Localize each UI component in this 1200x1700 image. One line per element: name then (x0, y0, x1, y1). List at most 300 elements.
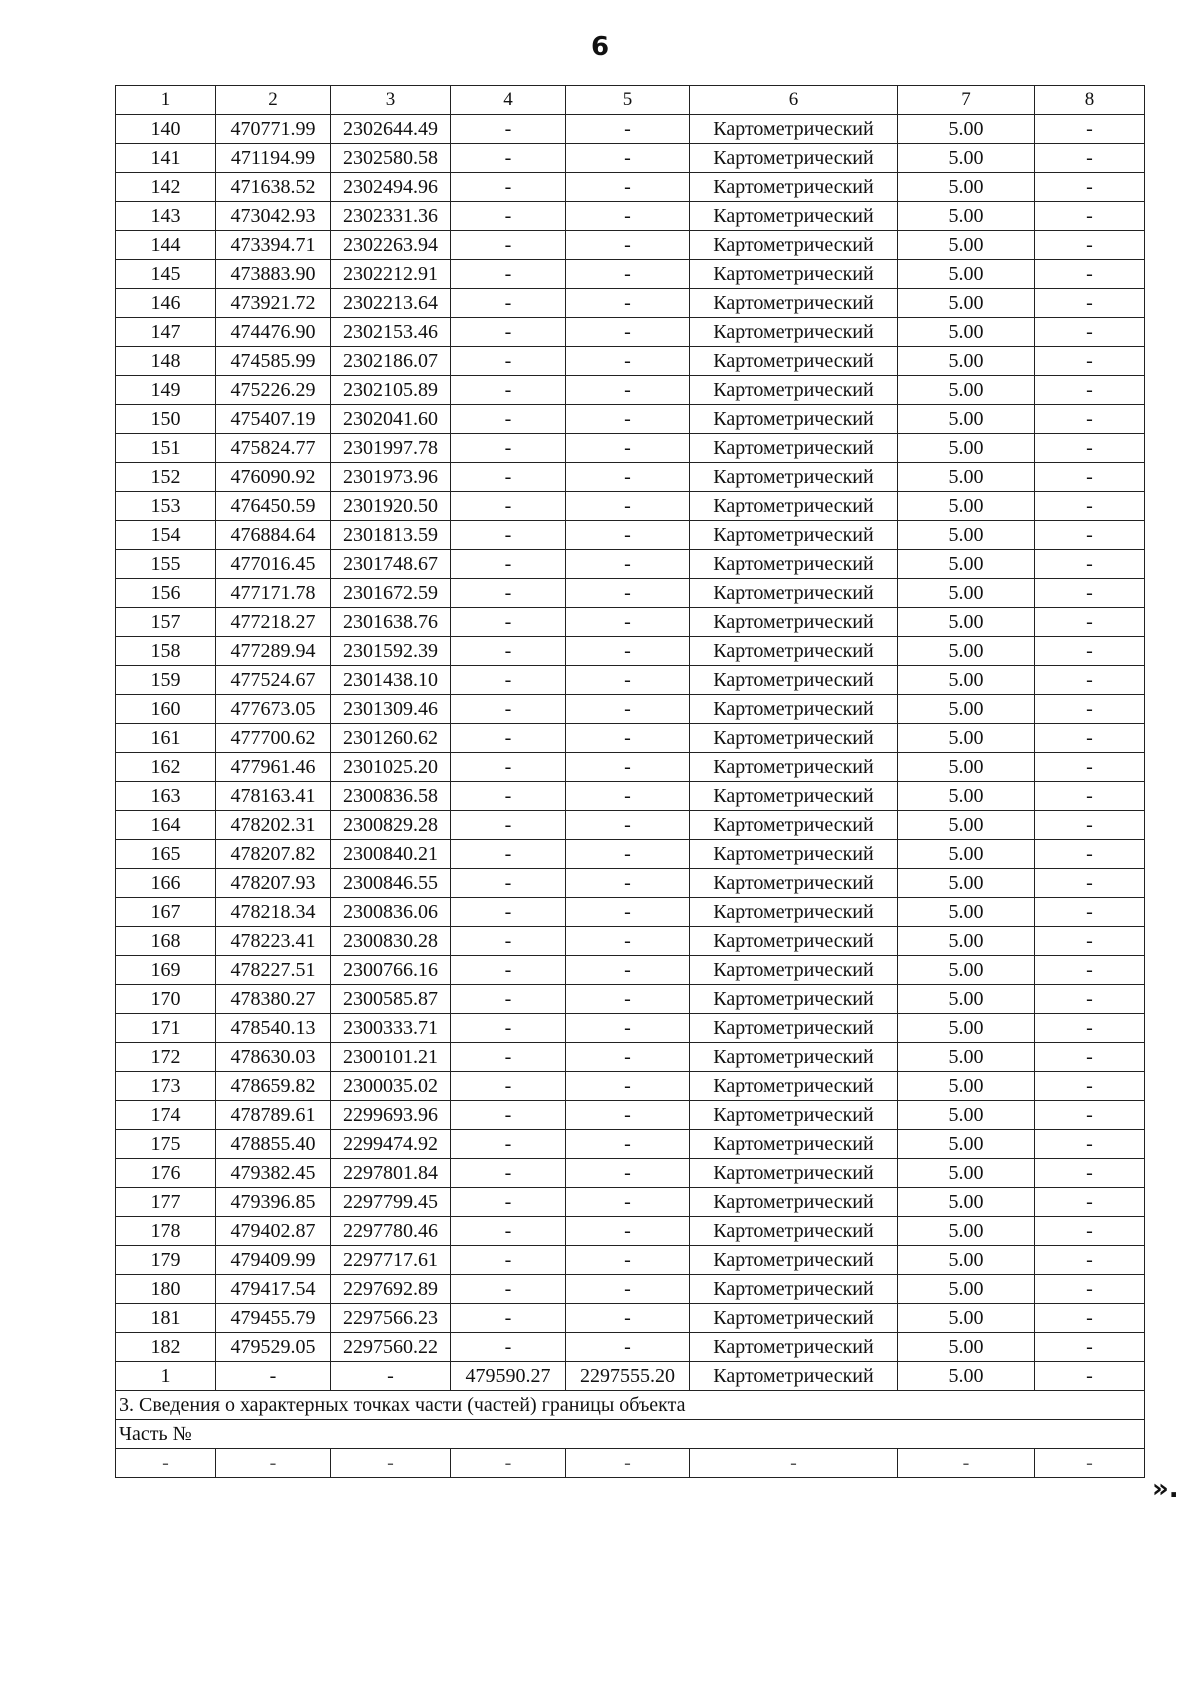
cell-x-new-coordinate: 479590.27 (451, 1362, 566, 1391)
cell-y-coordinate: 2301813.59 (331, 521, 451, 550)
cell-y-coordinate: 2302263.94 (331, 231, 451, 260)
cell-point-number: 155 (116, 550, 216, 579)
cell-method: Картометрический (690, 956, 898, 985)
cell-y-coordinate: 2301592.39 (331, 637, 451, 666)
cell-y-coordinate: 2300101.21 (331, 1043, 451, 1072)
cell-point-number: 140 (116, 115, 216, 144)
cell-x-coordinate: 477218.27 (216, 608, 331, 637)
cell-x-new-coordinate: - (451, 289, 566, 318)
cell-description: - (1035, 1217, 1145, 1246)
table-row (116, 434, 1145, 463)
table-row (116, 1072, 1145, 1101)
table-row (116, 695, 1145, 724)
cell-point-number: 150 (116, 405, 216, 434)
cell-method: Картометрический (690, 1101, 898, 1130)
cell-point-number: 154 (116, 521, 216, 550)
cell-point-number: 152 (116, 463, 216, 492)
table-row (116, 1304, 1145, 1333)
cell-x-coordinate: 479409.99 (216, 1246, 331, 1275)
table-row (116, 1159, 1145, 1188)
cell-accuracy: 5.00 (898, 550, 1035, 579)
section-title-row (116, 1391, 1145, 1420)
cell-x-new-coordinate: - (451, 869, 566, 898)
cell-description: - (1035, 666, 1145, 695)
cell-x-coordinate: - (216, 1449, 331, 1478)
cell-method: Картометрический (690, 231, 898, 260)
cell-accuracy: 5.00 (898, 724, 1035, 753)
cell-description: - (1035, 724, 1145, 753)
cell-accuracy: 5.00 (898, 347, 1035, 376)
page-number: 6 (590, 32, 610, 62)
cell-x-coordinate: 478855.40 (216, 1130, 331, 1159)
cell-y-coordinate: 2302186.07 (331, 347, 451, 376)
cell-point-number: 166 (116, 869, 216, 898)
table-row (116, 666, 1145, 695)
cell-point-number: 170 (116, 985, 216, 1014)
cell-point-number: 142 (116, 173, 216, 202)
cell-y-coordinate: 2297801.84 (331, 1159, 451, 1188)
cell-y-new-coordinate: - (566, 318, 690, 347)
table-row (116, 1014, 1145, 1043)
cell-method: Картометрический (690, 492, 898, 521)
cell-y-coordinate: 2302212.91 (331, 260, 451, 289)
cell-x-coordinate: 479455.79 (216, 1304, 331, 1333)
cell-point-number: 168 (116, 927, 216, 956)
cell-y-new-coordinate: - (566, 1014, 690, 1043)
cell-y-new-coordinate: - (566, 724, 690, 753)
cell-point-number: 146 (116, 289, 216, 318)
cell-x-coordinate: 471194.99 (216, 144, 331, 173)
cell-method: Картометрический (690, 521, 898, 550)
cell-x-coordinate: 479417.54 (216, 1275, 331, 1304)
cell-point-number: 176 (116, 1159, 216, 1188)
cell-accuracy: 5.00 (898, 405, 1035, 434)
cell-point-number: 1 (116, 1362, 216, 1391)
cell-description: - (1035, 347, 1145, 376)
cell-y-new-coordinate: - (566, 579, 690, 608)
cell-point-number: 141 (116, 144, 216, 173)
cell-description: 8 (1035, 86, 1145, 115)
cell-y-coordinate: 2301638.76 (331, 608, 451, 637)
cell-x-new-coordinate: - (451, 579, 566, 608)
cell-accuracy: 5.00 (898, 289, 1035, 318)
cell-description: - (1035, 782, 1145, 811)
cell-accuracy: 5.00 (898, 260, 1035, 289)
cell-y-new-coordinate: - (566, 956, 690, 985)
cell-x-coordinate: 477289.94 (216, 637, 331, 666)
cell-method: Картометрический (690, 724, 898, 753)
cell-y-coordinate: 2300766.16 (331, 956, 451, 985)
cell-x-coordinate: 473883.90 (216, 260, 331, 289)
cell-accuracy: 5.00 (898, 666, 1035, 695)
cell-x-coordinate: 473394.71 (216, 231, 331, 260)
cell-accuracy: 5.00 (898, 1188, 1035, 1217)
cell-x-new-coordinate: - (451, 463, 566, 492)
cell-method: Картометрический (690, 840, 898, 869)
cell-x-new-coordinate: - (451, 202, 566, 231)
cell-accuracy: 5.00 (898, 376, 1035, 405)
cell-point-number: 180 (116, 1275, 216, 1304)
cell-x-coordinate: 476090.92 (216, 463, 331, 492)
cell-y-new-coordinate: - (566, 1043, 690, 1072)
cell-x-new-coordinate: - (451, 898, 566, 927)
cell-x-coordinate: 478207.93 (216, 869, 331, 898)
cell-point-number: 171 (116, 1014, 216, 1043)
table-row (116, 927, 1145, 956)
cell-accuracy: 5.00 (898, 1304, 1035, 1333)
cell-point-number: 165 (116, 840, 216, 869)
table-row (116, 492, 1145, 521)
cell-y-new-coordinate: - (566, 1072, 690, 1101)
cell-point-number: 151 (116, 434, 216, 463)
cell-method: Картометрический (690, 289, 898, 318)
cell-description: - (1035, 405, 1145, 434)
table-row (116, 173, 1145, 202)
cell-y-coordinate: 2300836.06 (331, 898, 451, 927)
cell-y-coordinate: 2301920.50 (331, 492, 451, 521)
cell-description: - (1035, 869, 1145, 898)
cell-x-new-coordinate: - (451, 666, 566, 695)
cell-method: Картометрический (690, 115, 898, 144)
table-row (116, 1043, 1145, 1072)
table-row (116, 202, 1145, 231)
cell-y-coordinate: 2300829.28 (331, 811, 451, 840)
cell-x-coordinate: 477673.05 (216, 695, 331, 724)
cell-y-coordinate: 2301309.46 (331, 695, 451, 724)
table-row (116, 898, 1145, 927)
table-row (116, 260, 1145, 289)
table-row (116, 1246, 1145, 1275)
cell-y-coordinate: 2302213.64 (331, 289, 451, 318)
cell-method: Картометрический (690, 1014, 898, 1043)
cell-x-coordinate: 477700.62 (216, 724, 331, 753)
cell-x-new-coordinate: - (451, 521, 566, 550)
cell-y-new-coordinate: - (566, 1304, 690, 1333)
cell-method: Картометрический (690, 463, 898, 492)
cell-y-coordinate: 2301025.20 (331, 753, 451, 782)
table-row (116, 1275, 1145, 1304)
cell-method: Картометрический (690, 695, 898, 724)
cell-y-coordinate: 2302153.46 (331, 318, 451, 347)
cell-description: - (1035, 1304, 1145, 1333)
cell-x-coordinate: 470771.99 (216, 115, 331, 144)
cell-description: - (1035, 318, 1145, 347)
cell-accuracy: 7 (898, 86, 1035, 115)
cell-x-coordinate: 474476.90 (216, 318, 331, 347)
cell-method: Картометрический (690, 608, 898, 637)
cell-description: - (1035, 1130, 1145, 1159)
table-row (116, 608, 1145, 637)
cell-method: 6 (690, 86, 898, 115)
cell-y-coordinate: - (331, 1449, 451, 1478)
cell-y-coordinate: 2300333.71 (331, 1014, 451, 1043)
cell-y-coordinate: 2297692.89 (331, 1275, 451, 1304)
cell-y-coordinate: 2300830.28 (331, 927, 451, 956)
cell-y-coordinate: 2297560.22 (331, 1333, 451, 1362)
cell-description: - (1035, 1072, 1145, 1101)
cell-x-new-coordinate: - (451, 1188, 566, 1217)
cell-x-new-coordinate: - (451, 550, 566, 579)
cell-y-new-coordinate: - (566, 1246, 690, 1275)
cell-point-number: 173 (116, 1072, 216, 1101)
table-row (116, 550, 1145, 579)
cell-description: - (1035, 463, 1145, 492)
boundary-points-table (115, 85, 1145, 1478)
cell-point-number: 162 (116, 753, 216, 782)
cell-description: - (1035, 144, 1145, 173)
cell-accuracy: 5.00 (898, 144, 1035, 173)
cell-point-number: 163 (116, 782, 216, 811)
section-title: 3. Сведения о характерных точках части (частей) границы объекта (116, 1391, 1145, 1420)
cell-y-new-coordinate: - (566, 202, 690, 231)
cell-y-coordinate: 2299474.92 (331, 1130, 451, 1159)
cell-description: - (1035, 173, 1145, 202)
cell-description: - (1035, 115, 1145, 144)
cell-x-coordinate: 479529.05 (216, 1333, 331, 1362)
table-row (116, 405, 1145, 434)
cell-y-new-coordinate: - (566, 811, 690, 840)
cell-description: - (1035, 608, 1145, 637)
cell-description: - (1035, 550, 1145, 579)
cell-accuracy: 5.00 (898, 492, 1035, 521)
cell-method: Картометрический (690, 1217, 898, 1246)
cell-description: - (1035, 695, 1145, 724)
cell-method: Картометрический (690, 405, 898, 434)
cell-description: - (1035, 811, 1145, 840)
cell-x-coordinate: 478227.51 (216, 956, 331, 985)
table-row (116, 463, 1145, 492)
cell-x-coordinate: 2 (216, 86, 331, 115)
cell-x-coordinate: 478380.27 (216, 985, 331, 1014)
table-body (116, 86, 1145, 1478)
cell-x-new-coordinate: - (451, 724, 566, 753)
cell-description: - (1035, 1246, 1145, 1275)
cell-x-coordinate: 473042.93 (216, 202, 331, 231)
cell-x-new-coordinate: - (451, 376, 566, 405)
cell-accuracy: 5.00 (898, 1101, 1035, 1130)
cell-x-new-coordinate: - (451, 231, 566, 260)
cell-y-new-coordinate: - (566, 927, 690, 956)
cell-x-coordinate: 474585.99 (216, 347, 331, 376)
cell-x-new-coordinate: - (451, 1043, 566, 1072)
part-label: Часть № (116, 1420, 1145, 1449)
cell-y-coordinate: 2300585.87 (331, 985, 451, 1014)
cell-y-new-coordinate: - (566, 1130, 690, 1159)
cell-x-new-coordinate: - (451, 956, 566, 985)
cell-accuracy: 5.00 (898, 1072, 1035, 1101)
cell-accuracy: 5.00 (898, 1275, 1035, 1304)
cell-y-coordinate: 2297566.23 (331, 1304, 451, 1333)
cell-y-coordinate: 2302041.60 (331, 405, 451, 434)
cell-x-coordinate: 475824.77 (216, 434, 331, 463)
cell-x-new-coordinate: - (451, 434, 566, 463)
cell-description: - (1035, 898, 1145, 927)
cell-description: - (1035, 1333, 1145, 1362)
cell-x-new-coordinate: - (451, 1159, 566, 1188)
cell-accuracy: 5.00 (898, 1333, 1035, 1362)
cell-x-coordinate: 476450.59 (216, 492, 331, 521)
cell-y-new-coordinate: - (566, 869, 690, 898)
cell-x-new-coordinate: - (451, 1246, 566, 1275)
cell-method: Картометрический (690, 666, 898, 695)
cell-x-new-coordinate: - (451, 115, 566, 144)
cell-y-new-coordinate: - (566, 637, 690, 666)
cell-method: Картометрический (690, 1246, 898, 1275)
cell-x-new-coordinate: - (451, 1333, 566, 1362)
cell-y-coordinate: 2299693.96 (331, 1101, 451, 1130)
cell-x-new-coordinate: - (451, 1275, 566, 1304)
cell-description: - (1035, 637, 1145, 666)
table-row (116, 231, 1145, 260)
cell-description: - (1035, 1362, 1145, 1391)
cell-point-number: 160 (116, 695, 216, 724)
cell-method: Картометрический (690, 347, 898, 376)
cell-description: - (1035, 231, 1145, 260)
cell-x-coordinate: 476884.64 (216, 521, 331, 550)
cell-y-coordinate: 3 (331, 86, 451, 115)
cell-point-number: 182 (116, 1333, 216, 1362)
cell-x-new-coordinate: - (451, 985, 566, 1014)
cell-x-new-coordinate: - (451, 492, 566, 521)
cell-x-new-coordinate: 4 (451, 86, 566, 115)
cell-y-coordinate: 2302331.36 (331, 202, 451, 231)
table-row (116, 1130, 1145, 1159)
cell-point-number: 153 (116, 492, 216, 521)
cell-accuracy: 5.00 (898, 927, 1035, 956)
cell-x-coordinate: 478630.03 (216, 1043, 331, 1072)
cell-y-new-coordinate: - (566, 898, 690, 927)
table-row (116, 289, 1145, 318)
cell-accuracy: 5.00 (898, 115, 1035, 144)
table-row (116, 1188, 1145, 1217)
cell-description: - (1035, 1014, 1145, 1043)
cell-y-new-coordinate: - (566, 1449, 690, 1478)
cell-y-coordinate: - (331, 1362, 451, 1391)
cell-accuracy: 5.00 (898, 637, 1035, 666)
cell-y-coordinate: 2300846.55 (331, 869, 451, 898)
table-row (116, 1362, 1145, 1391)
cell-y-coordinate: 2297799.45 (331, 1188, 451, 1217)
table-row (116, 840, 1145, 869)
cell-point-number: 181 (116, 1304, 216, 1333)
cell-x-new-coordinate: - (451, 1217, 566, 1246)
cell-method: Картометрический (690, 1362, 898, 1391)
cell-x-coordinate: 478202.31 (216, 811, 331, 840)
table-header-row (116, 86, 1145, 115)
cell-y-new-coordinate: 2297555.20 (566, 1362, 690, 1391)
cell-y-new-coordinate: - (566, 260, 690, 289)
table-row (116, 869, 1145, 898)
cell-method: Картометрический (690, 173, 898, 202)
part-label-row (116, 1420, 1145, 1449)
cell-x-new-coordinate: - (451, 318, 566, 347)
cell-x-new-coordinate: - (451, 1014, 566, 1043)
cell-y-coordinate: 2301997.78 (331, 434, 451, 463)
cell-y-new-coordinate: - (566, 144, 690, 173)
cell-point-number: 164 (116, 811, 216, 840)
cell-accuracy: 5.00 (898, 608, 1035, 637)
cell-y-coordinate: 2300035.02 (331, 1072, 451, 1101)
cell-point-number: 167 (116, 898, 216, 927)
cell-x-coordinate: 477524.67 (216, 666, 331, 695)
cell-method: - (690, 1449, 898, 1478)
cell-x-coordinate: 478789.61 (216, 1101, 331, 1130)
cell-y-new-coordinate: - (566, 840, 690, 869)
cell-y-new-coordinate: - (566, 985, 690, 1014)
cell-method: Картометрический (690, 260, 898, 289)
cell-accuracy: 5.00 (898, 898, 1035, 927)
cell-point-number: 1 (116, 86, 216, 115)
cell-point-number: 147 (116, 318, 216, 347)
cell-accuracy: 5.00 (898, 695, 1035, 724)
cell-method: Картометрический (690, 869, 898, 898)
table-row (116, 985, 1145, 1014)
cell-y-coordinate: 2302494.96 (331, 173, 451, 202)
cell-point-number: 179 (116, 1246, 216, 1275)
cell-method: Картометрический (690, 1304, 898, 1333)
cell-accuracy: 5.00 (898, 1362, 1035, 1391)
cell-x-new-coordinate: - (451, 1304, 566, 1333)
cell-accuracy: 5.00 (898, 173, 1035, 202)
cell-y-coordinate: 2302105.89 (331, 376, 451, 405)
cell-y-new-coordinate: - (566, 463, 690, 492)
cell-accuracy: 5.00 (898, 231, 1035, 260)
cell-y-coordinate: 2301260.62 (331, 724, 451, 753)
cell-point-number: 174 (116, 1101, 216, 1130)
cell-description: - (1035, 1188, 1145, 1217)
cell-y-new-coordinate: - (566, 753, 690, 782)
cell-y-new-coordinate: - (566, 550, 690, 579)
cell-accuracy: 5.00 (898, 1217, 1035, 1246)
cell-x-coordinate: 479402.87 (216, 1217, 331, 1246)
cell-y-coordinate: 2301973.96 (331, 463, 451, 492)
cell-y-new-coordinate: 5 (566, 86, 690, 115)
cell-point-number: 175 (116, 1130, 216, 1159)
cell-x-coordinate: 478540.13 (216, 1014, 331, 1043)
cell-description: - (1035, 289, 1145, 318)
cell-y-new-coordinate: - (566, 1275, 690, 1304)
cell-x-new-coordinate: - (451, 1072, 566, 1101)
cell-point-number: 172 (116, 1043, 216, 1072)
cell-description: - (1035, 985, 1145, 1014)
cell-description: - (1035, 376, 1145, 405)
cell-description: - (1035, 1043, 1145, 1072)
cell-point-number: 157 (116, 608, 216, 637)
cell-x-coordinate: 479396.85 (216, 1188, 331, 1217)
cell-description: - (1035, 840, 1145, 869)
cell-accuracy: 5.00 (898, 579, 1035, 608)
cell-description: - (1035, 202, 1145, 231)
cell-x-coordinate: 473921.72 (216, 289, 331, 318)
cell-x-coordinate: 475407.19 (216, 405, 331, 434)
cell-description: - (1035, 1159, 1145, 1188)
cell-method: Картометрический (690, 1275, 898, 1304)
cell-description: - (1035, 579, 1145, 608)
cell-accuracy: 5.00 (898, 811, 1035, 840)
cell-y-new-coordinate: - (566, 666, 690, 695)
cell-accuracy: 5.00 (898, 1130, 1035, 1159)
table-row (116, 811, 1145, 840)
cell-x-coordinate: 478218.34 (216, 898, 331, 927)
cell-x-new-coordinate: - (451, 811, 566, 840)
table-row (116, 318, 1145, 347)
table-row (116, 956, 1145, 985)
cell-method: Картометрический (690, 985, 898, 1014)
cell-accuracy: 5.00 (898, 956, 1035, 985)
table-row (116, 724, 1145, 753)
cell-description: - (1035, 492, 1145, 521)
cell-x-new-coordinate: - (451, 840, 566, 869)
